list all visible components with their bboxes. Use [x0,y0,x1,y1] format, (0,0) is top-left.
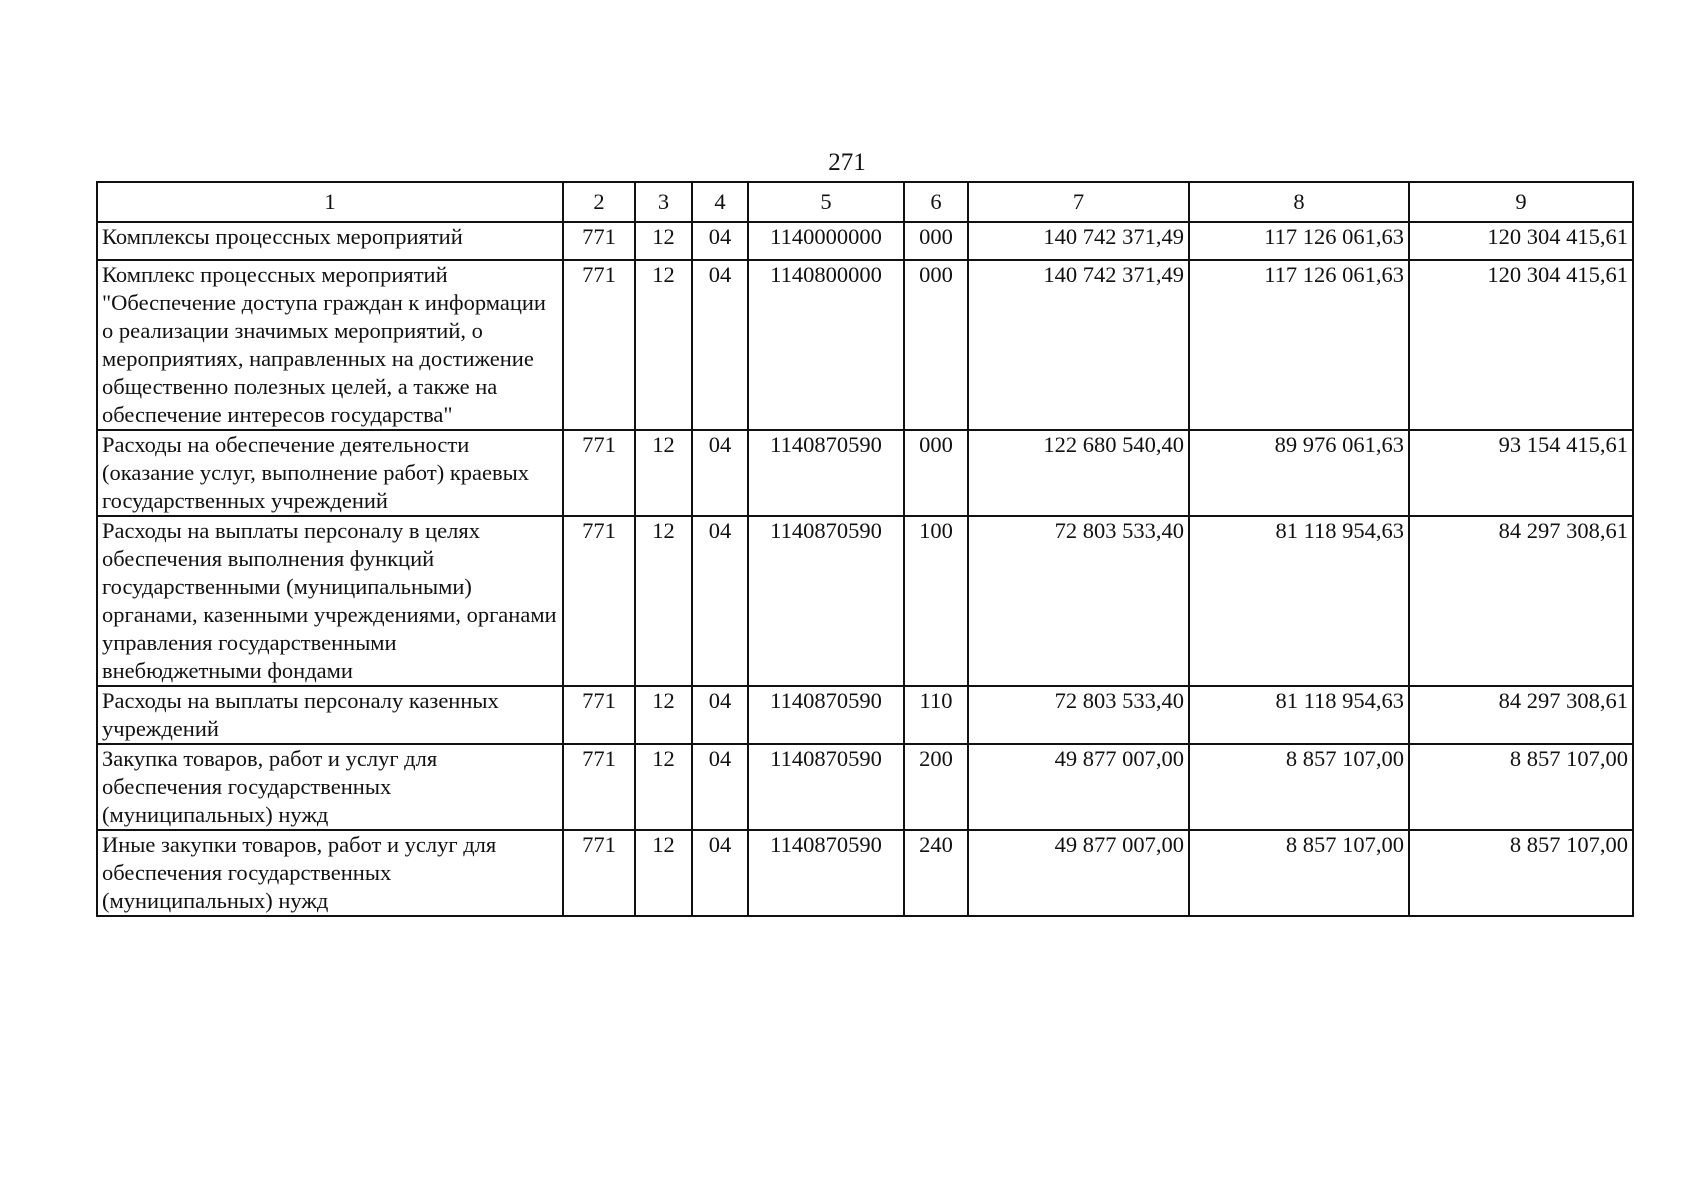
section-code: 12 [635,260,692,430]
row-name: Расходы на выплаты персоналу в целях обеспечения выполнения функций государственными (муниципальными) органами, казенными учреждениями, органами управления государственными внебюджетными фондами [97,516,563,686]
target-article-code: 1140870590 [748,830,904,916]
amount-year-2: 117 126 061,63 [1189,260,1409,430]
amount-year-1: 49 877 007,00 [968,830,1189,916]
ministry-code: 771 [563,686,635,744]
section-code: 12 [635,222,692,260]
subsection-code: 04 [692,830,748,916]
subsection-code: 04 [692,516,748,686]
section-code: 12 [635,430,692,516]
row-name: Иные закупки товаров, работ и услуг для обеспечения государственных (муниципальных) нужд [97,830,563,916]
row-name: Закупка товаров, работ и услуг для обеспечения государственных (муниципальных) нужд [97,744,563,830]
amount-year-1: 72 803 533,40 [968,516,1189,686]
amount-year-3: 120 304 415,61 [1409,222,1633,260]
ministry-code: 771 [563,830,635,916]
amount-year-3: 120 304 415,61 [1409,260,1633,430]
table-row [97,830,1633,916]
column-header: 6 [904,182,968,222]
column-header: 1 [97,182,563,222]
table-row [97,222,1633,260]
subsection-code: 04 [692,686,748,744]
page-number: 271 [828,149,866,176]
amount-year-2: 89 976 061,63 [1189,430,1409,516]
column-header: 4 [692,182,748,222]
target-article-code: 1140000000 [748,222,904,260]
table-row [97,744,1633,830]
subsection-code: 04 [692,222,748,260]
amount-year-3: 8 857 107,00 [1409,744,1633,830]
ministry-code: 771 [563,260,635,430]
column-header: 8 [1189,182,1409,222]
target-article-code: 1140870590 [748,430,904,516]
subsection-code: 04 [692,260,748,430]
row-name: Комплекс процессных мероприятий "Обеспечение доступа граждан к информации о реализации значимых мероприятий, о мероприятиях, направленных на достижение общественно полезных целей, а также на обеспечение интересов государства" [97,260,563,430]
table-row [97,260,1633,430]
amount-year-1: 72 803 533,40 [968,686,1189,744]
section-code: 12 [635,744,692,830]
ministry-code: 771 [563,430,635,516]
target-article-code: 1140870590 [748,516,904,686]
row-name: Комплексы процессных мероприятий [97,222,563,260]
column-header: 3 [635,182,692,222]
expense-type-code: 240 [904,830,968,916]
amount-year-3: 84 297 308,61 [1409,516,1633,686]
budget-table [96,181,1634,917]
amount-year-2: 81 118 954,63 [1189,516,1409,686]
amount-year-2: 8 857 107,00 [1189,830,1409,916]
ministry-code: 771 [563,222,635,260]
expense-type-code: 000 [904,430,968,516]
target-article-code: 1140870590 [748,686,904,744]
section-code: 12 [635,516,692,686]
amount-year-2: 8 857 107,00 [1189,744,1409,830]
expense-type-code: 000 [904,260,968,430]
section-code: 12 [635,686,692,744]
amount-year-1: 49 877 007,00 [968,744,1189,830]
amount-year-1: 140 742 371,49 [968,222,1189,260]
amount-year-2: 81 118 954,63 [1189,686,1409,744]
row-name: Расходы на выплаты персоналу казенных учреждений [97,686,563,744]
column-header: 9 [1409,182,1633,222]
table-header-row [97,182,1633,222]
amount-year-3: 84 297 308,61 [1409,686,1633,744]
table-row [97,516,1633,686]
ministry-code: 771 [563,516,635,686]
amount-year-1: 140 742 371,49 [968,260,1189,430]
table-row [97,686,1633,744]
column-header: 5 [748,182,904,222]
column-header: 2 [563,182,635,222]
expense-type-code: 000 [904,222,968,260]
subsection-code: 04 [692,744,748,830]
target-article-code: 1140870590 [748,744,904,830]
row-name: Расходы на обеспечение деятельности (оказание услуг, выполнение работ) краевых государственных учреждений [97,430,563,516]
ministry-code: 771 [563,744,635,830]
table-row [97,430,1633,516]
target-article-code: 1140800000 [748,260,904,430]
column-header: 7 [968,182,1189,222]
amount-year-1: 122 680 540,40 [968,430,1189,516]
expense-type-code: 200 [904,744,968,830]
expense-type-code: 110 [904,686,968,744]
amount-year-3: 93 154 415,61 [1409,430,1633,516]
amount-year-3: 8 857 107,00 [1409,830,1633,916]
amount-year-2: 117 126 061,63 [1189,222,1409,260]
expense-type-code: 100 [904,516,968,686]
subsection-code: 04 [692,430,748,516]
section-code: 12 [635,830,692,916]
